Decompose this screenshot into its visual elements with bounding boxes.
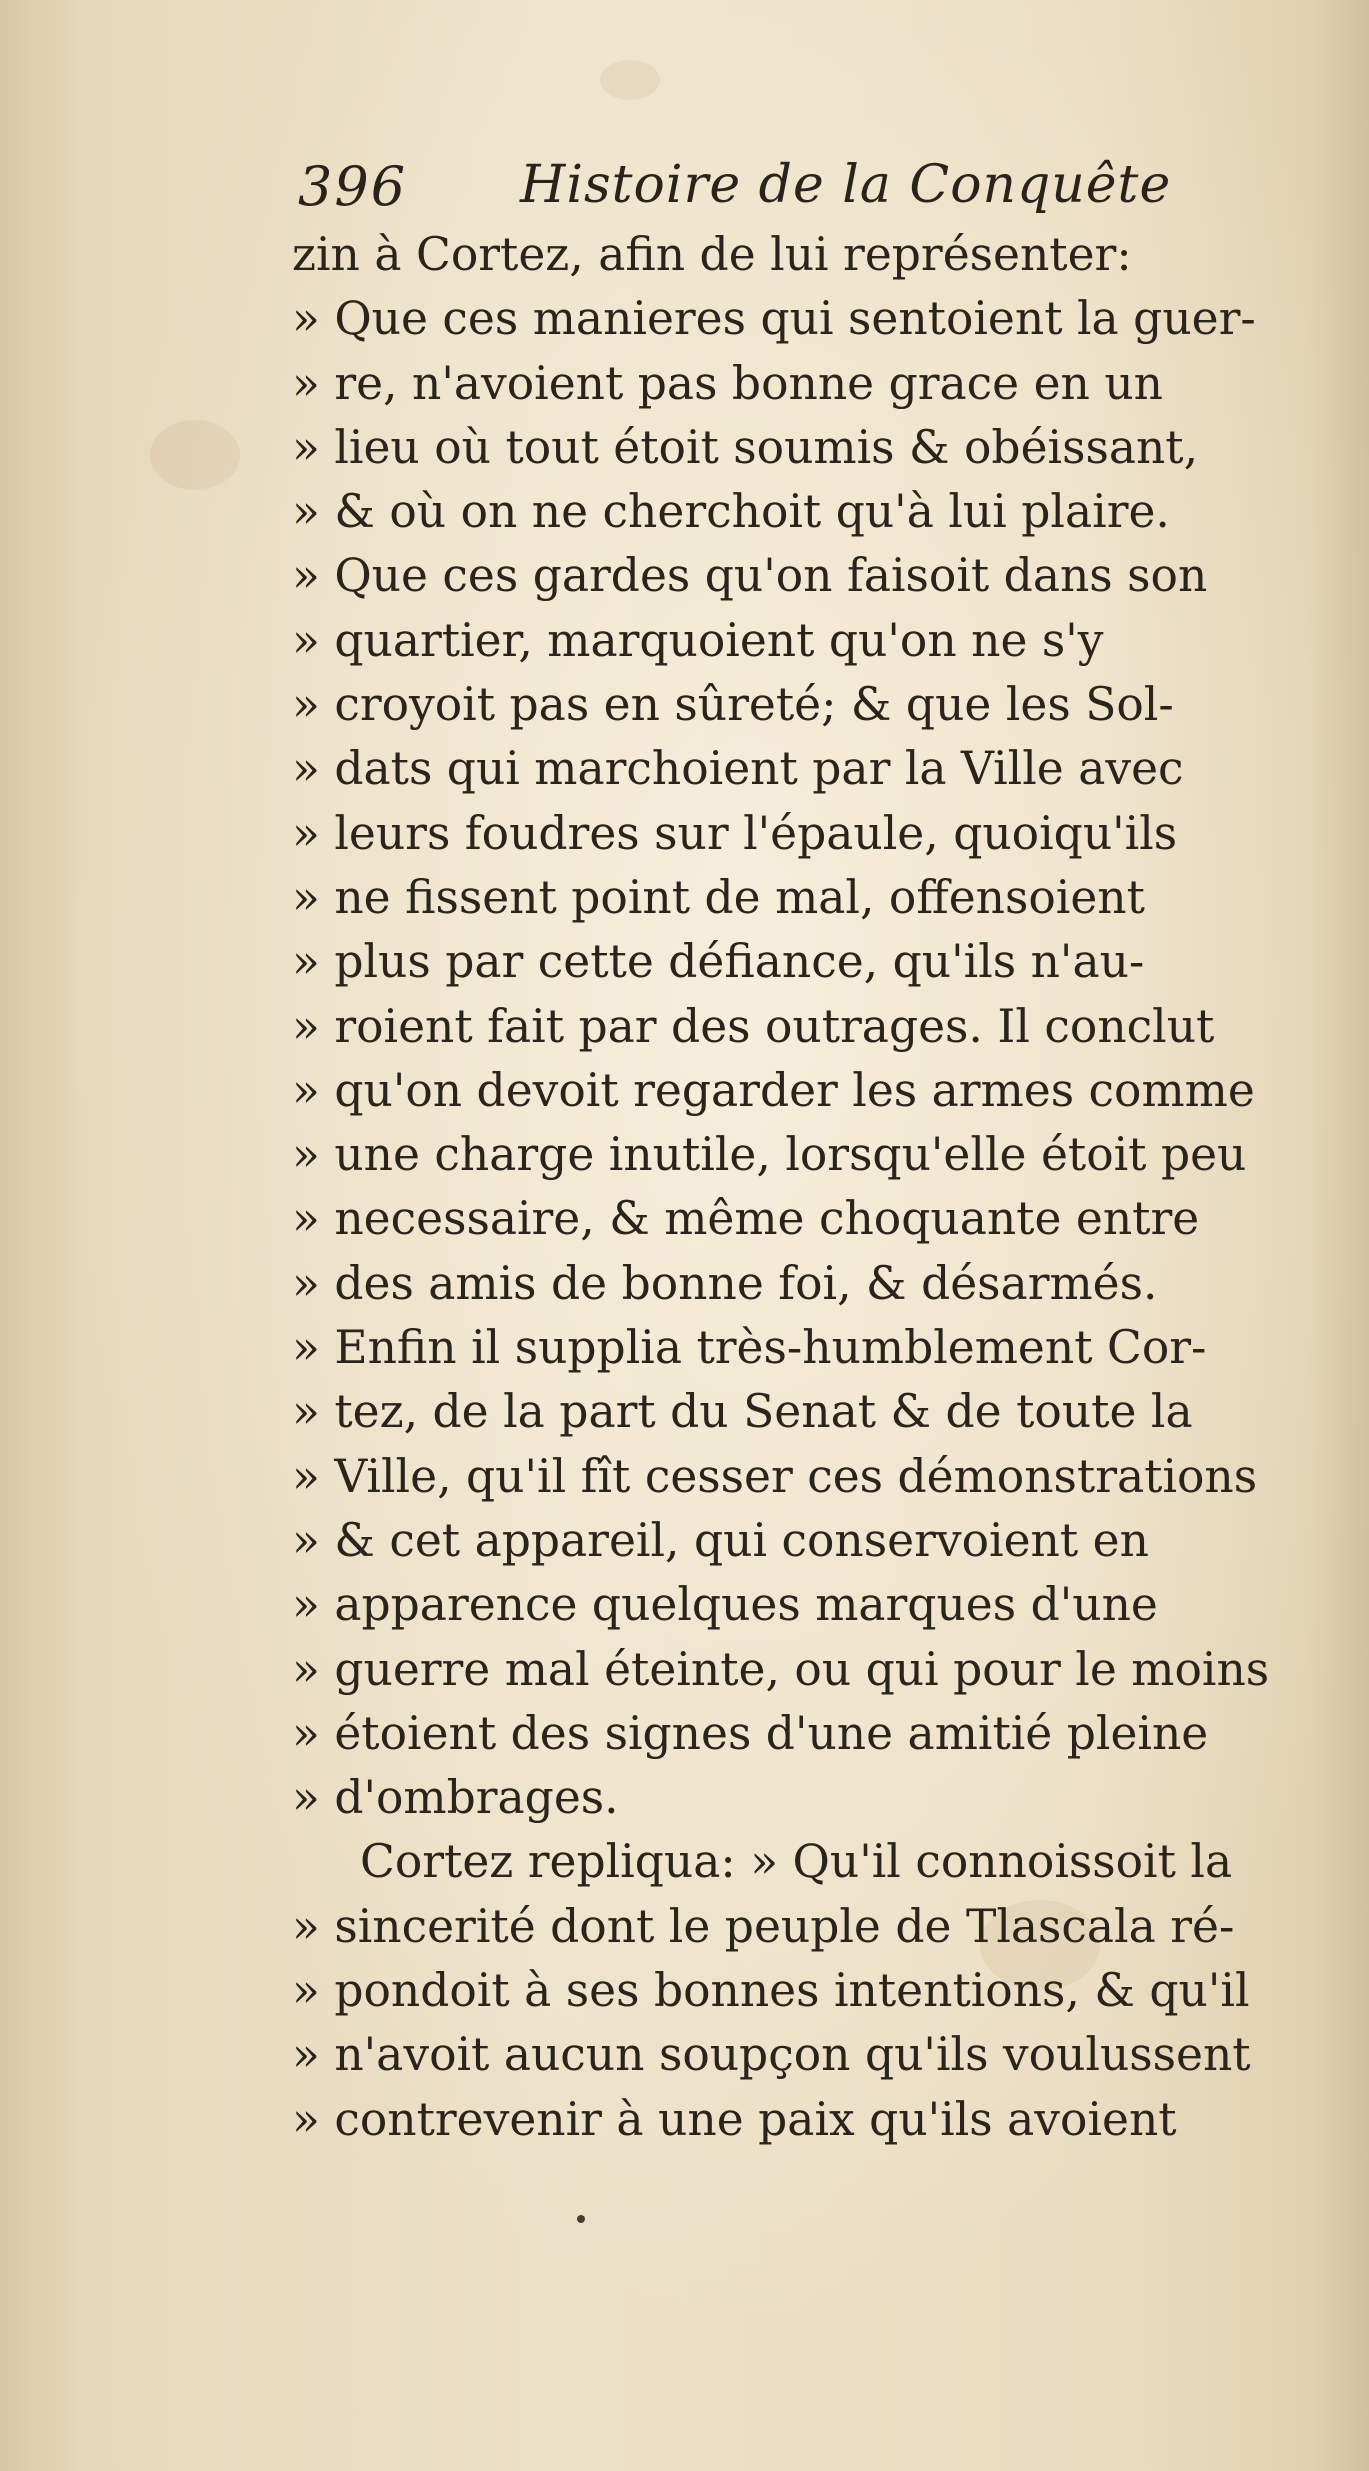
text-line [292, 1508, 1342, 1572]
running-title: Histoire de la Conquête [520, 155, 1172, 215]
text-line [292, 1186, 1342, 1250]
text-line-content: » qu'on devoit regarder les armes comme [292, 1062, 1255, 1117]
text-line [292, 865, 1342, 929]
text-line [292, 929, 1342, 993]
text-line-content: » pondoit à ses bonnes intentions, & qu'il [292, 1963, 1250, 2018]
text-line-content: » Ville, qu'il fît cesser ces démonstrations [292, 1448, 1258, 1503]
text-line-content: » quartier, marquoient qu'on ne s'y [292, 612, 1104, 667]
text-line-content: » Que ces gardes qu'on faisoit dans son [292, 548, 1208, 603]
text-line-content: » sincerité dont le peuple de Tlascala ré- [292, 1898, 1235, 1953]
text-line-content: » roient fait par des outrages. Il conclut [292, 998, 1215, 1053]
text-line-content: » contrevenir à une paix qu'ils avoient [292, 2091, 1177, 2146]
text-line-content: » dats qui marchoient par la Ville avec [292, 741, 1184, 796]
text-line [292, 1958, 1342, 2022]
text-line-content: » plus par cette défiance, qu'ils n'au- [292, 934, 1145, 989]
text-line [292, 415, 1342, 479]
text-line [292, 1251, 1342, 1315]
text-line [292, 994, 1342, 1058]
text-line-content: » une charge inutile, lorsqu'elle étoit peu [292, 1127, 1247, 1182]
text-line-content: » ne fissent point de mal, offensoient [292, 869, 1145, 924]
text-line [292, 222, 1342, 286]
text-line-content: » croyoit pas en sûreté; & que les Sol- [292, 677, 1174, 732]
text-line-content: » apparence quelques marques d'une [292, 1577, 1158, 1632]
text-line-content: » Enfin il supplia très-humblement Cor- [292, 1320, 1207, 1375]
text-line [292, 479, 1342, 543]
text-line-content: » re, n'avoient pas bonne grace en un [292, 355, 1163, 410]
text-line [292, 286, 1342, 350]
text-line [292, 672, 1342, 736]
text-line [292, 1829, 1342, 1893]
text-line [292, 1122, 1342, 1186]
text-line-content: zin à Cortez, afin de lui représenter: [292, 227, 1132, 281]
text-line [292, 1701, 1342, 1765]
text-line [292, 608, 1342, 672]
text-line [292, 1379, 1342, 1443]
text-line-content: » & où on ne cherchoit qu'à lui plaire. [292, 484, 1170, 539]
text-line-content: » n'avoit aucun soupçon qu'ils voulussent [292, 2027, 1251, 2082]
text-line [292, 736, 1342, 800]
text-line-content: » lieu où tout étoit soumis & obéissant, [292, 419, 1199, 474]
page-header [298, 155, 1318, 225]
text-line-content: » guerre mal éteinte, ou qui pour le moins [292, 1641, 1270, 1696]
paper-stain [150, 420, 240, 490]
text-line-content: » étoient des signes d'une amitié pleine [292, 1705, 1209, 1760]
text-line-content: Cortez repliqua: » Qu'il connoissoit la [360, 1834, 1233, 1889]
text-line [292, 1444, 1342, 1508]
text-line-content: » des amis de bonne foi, & désarmés. [292, 1255, 1158, 1310]
page-number: 396 [298, 155, 408, 218]
text-line [292, 543, 1342, 607]
text-line [292, 351, 1342, 415]
text-line [292, 1637, 1342, 1701]
text-line-content: » tez, de la part du Senat & de toute la [292, 1384, 1193, 1439]
paper-stain [600, 60, 660, 100]
text-line-content: » & cet appareil, qui conservoient en [292, 1512, 1149, 1567]
body-text [292, 222, 1342, 2151]
text-line-content: » Que ces manieres qui sentoient la guer- [292, 291, 1256, 346]
text-line-content: » d'ombrages. [292, 1770, 619, 1825]
text-line [292, 801, 1342, 865]
text-line [292, 2022, 1342, 2086]
text-line-content: » necessaire, & même choquante entre [292, 1191, 1200, 1246]
text-line [292, 1315, 1342, 1379]
text-line [292, 1765, 1342, 1829]
text-line-content: » leurs foudres sur l'épaule, quoiqu'ils [292, 805, 1178, 860]
text-line [292, 1572, 1342, 1636]
text-line [292, 2087, 1342, 2151]
text-line [292, 1894, 1342, 1958]
text-line [292, 1058, 1342, 1122]
ink-dot [577, 2215, 585, 2223]
